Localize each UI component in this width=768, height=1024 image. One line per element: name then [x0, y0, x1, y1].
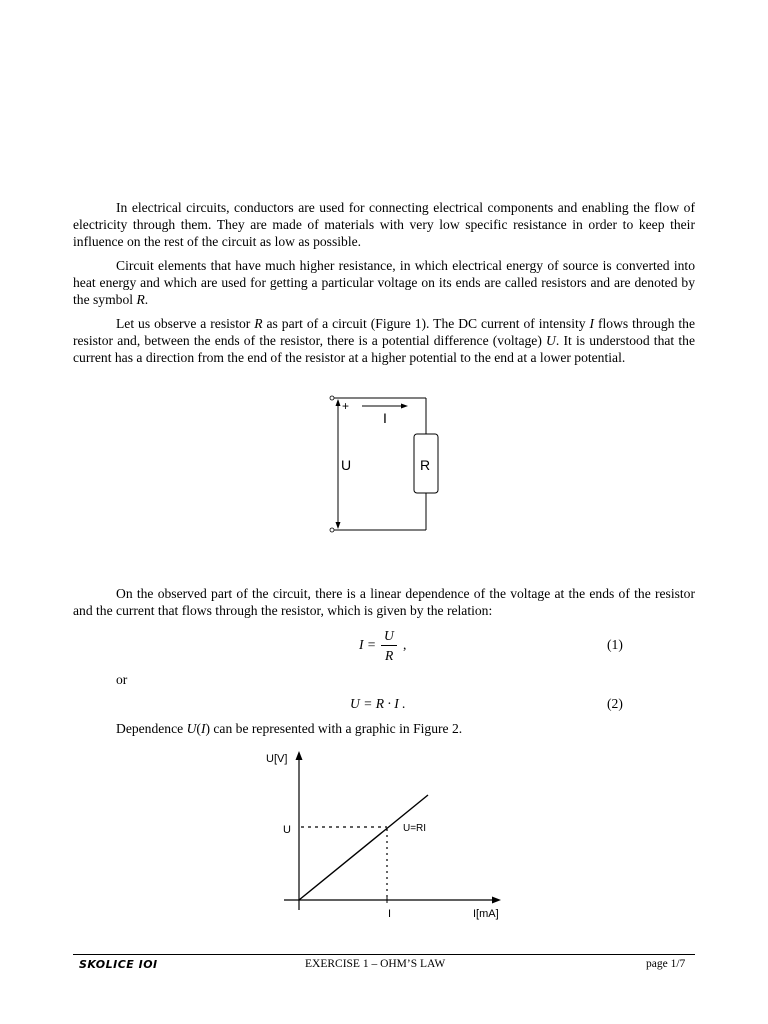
terminal-top	[330, 396, 334, 400]
equation-1-numerator: U	[384, 628, 394, 643]
graph-x-axis-arrow	[492, 897, 501, 904]
graph-y-axis-arrow	[296, 751, 303, 760]
paren-open: (	[196, 721, 201, 736]
connector-or: or	[116, 672, 128, 687]
paragraph-observe-text-b: as part of a circuit (Figure 1). The DC current of intensity	[262, 316, 590, 331]
footer-logo: SKOLICE IOI	[79, 958, 158, 971]
symbol-r: R	[254, 316, 263, 331]
paragraph-observe-text-c: flows through the resistor and, between the ends of the resistor, there is a potential difference (voltage)	[73, 316, 695, 348]
current-label: I	[383, 410, 387, 426]
paragraph-observe-text-d: . It is understood that the current has a direction from the end of the resistor at a higher potential to the end at a lower potential.	[73, 333, 695, 365]
paragraph-resistors	[73, 257, 695, 308]
current-arrow-head	[401, 404, 408, 409]
footer-divider	[73, 954, 695, 955]
symbol-u: U	[546, 333, 556, 348]
equation-1-denominator: R	[385, 648, 394, 663]
equation-1-number: (1)	[607, 637, 623, 652]
paragraph-observe-resistor	[73, 315, 695, 366]
voltage-label: U	[341, 457, 352, 473]
symbol-r: R	[136, 292, 145, 307]
paragraph-observe-text-a: Let us observe a resistor	[116, 316, 255, 331]
graph-i-tick-label: I	[388, 908, 392, 920]
paragraph-resistors-text: Circuit elements that have much higher resistance, in which electrical energy of source is converted into heat energy and which are used for getting a particular voltage on its ends are called resistors and are denoted by the symbol	[73, 258, 695, 307]
equation-2-number: (2)	[607, 696, 623, 711]
voltage-arrow-head-top	[336, 399, 341, 406]
graph-y-axis-label: U[V]	[266, 753, 288, 765]
footer-title: EXERCISE 1 – OHM’S LAW	[305, 958, 446, 970]
resistor-label: R	[420, 457, 431, 473]
paragraph-linear-dependence: On the observed part of the circuit, there is a linear dependence of the voltage at the ends of the resistor and the current that flows through the resistor, which is given by the relation:	[73, 586, 695, 618]
footer-page-number: page 1/7	[646, 958, 686, 970]
figure-1-circuit	[320, 388, 450, 538]
symbol-i: I	[200, 721, 206, 736]
graph-x-axis-label: I[mA]	[473, 908, 499, 920]
figure-2-graph	[260, 745, 520, 925]
paragraph-resistors-end: .	[144, 292, 149, 307]
equation-1-comma: ,	[403, 637, 407, 652]
paren-close: )	[205, 721, 210, 736]
graph-line-label: U=RI	[403, 823, 427, 834]
plus-sign: +	[342, 399, 350, 413]
paragraph-dependence-text-a: Dependence	[116, 721, 187, 736]
symbol-i: I	[589, 316, 595, 331]
paragraph-dependence	[116, 720, 462, 737]
graph-u-tick-label: U	[283, 824, 291, 836]
paragraph-dependence-text-b: can be represented with a graphic in Figure 2.	[210, 721, 463, 736]
paragraph-conductors: In electrical circuits, conductors are used for connecting electrical components and enabling the flow of electricity through them. They are made of materials with very low specific resistance in order to keep their influence on the rest of the circuit as low as possible.	[73, 200, 695, 249]
equation-1-lhs: I =	[359, 637, 377, 652]
equation-2-body: U = R · I .	[350, 696, 406, 711]
terminal-bottom	[330, 528, 334, 532]
symbol-u: U	[186, 721, 197, 736]
graph-line-u-ri	[299, 795, 428, 900]
fraction-bar	[381, 645, 397, 646]
voltage-arrow-head-bottom	[336, 522, 341, 529]
